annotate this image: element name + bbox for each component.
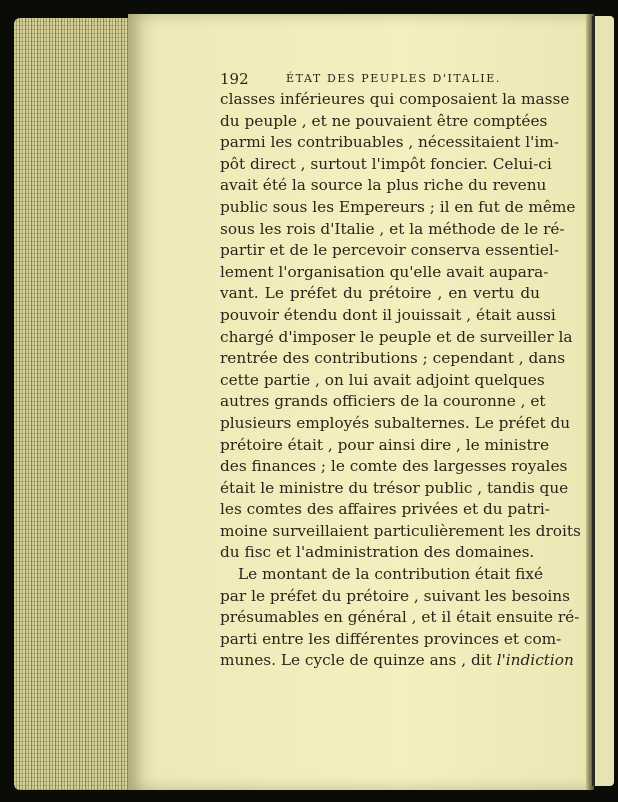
text-line: classes inférieures qui composaient la masse bbox=[220, 90, 570, 108]
book-page-edges bbox=[14, 18, 132, 790]
text-line: partir et de le percevoir conserva essentiel- bbox=[220, 241, 559, 260]
text-line: présumables en général , et il était ensuite ré- bbox=[220, 608, 580, 627]
page-number: 192 bbox=[220, 70, 249, 88]
text-line: parti entre les différentes provinces et com- bbox=[220, 629, 562, 648]
text-line: rentrée des contributions ; cependant , dans bbox=[220, 349, 566, 368]
page-header bbox=[220, 70, 540, 90]
facing-page-edge bbox=[592, 16, 614, 786]
text-line: plusieurs employés subalternes. Le préfet du bbox=[220, 413, 571, 432]
text-line: prétoire était , pour ainsi dire , le ministre bbox=[220, 435, 550, 454]
text-line: vant. Le préfet du prétoire , en vertu du bbox=[220, 284, 540, 303]
text-line-final-roman: munes. Le cycle de quinze ans , dit bbox=[220, 651, 497, 670]
text-line: lement l'organisation qu'elle avait aupara- bbox=[220, 262, 549, 281]
text-line: parmi les contribuables , nécessitaient l'im- bbox=[220, 133, 559, 152]
text-line: pôt direct , surtout l'impôt foncier. Celui-ci bbox=[220, 154, 552, 173]
text-line: par le préfet du prétoire , suivant les besoins bbox=[220, 586, 571, 605]
text-line: autres grands officiers de la couronne , et bbox=[220, 392, 546, 411]
text-line: moine surveillaient particulièrement les droits bbox=[220, 521, 581, 540]
text-line: public sous les Empereurs ; il en fut de même bbox=[220, 197, 576, 216]
text-line: était le ministre du trésor public , tandis que bbox=[220, 478, 569, 497]
text-line: sous les rois d'Italie , et la méthode de le ré- bbox=[220, 219, 565, 238]
text-line: chargé d'imposer le peuple et de surveiller la bbox=[220, 327, 573, 346]
text-line: du peuple , et ne pouvaient être comptées bbox=[220, 111, 548, 130]
text-line: avait été la source la plus riche du revenu bbox=[220, 176, 547, 195]
text-line-final bbox=[220, 650, 574, 672]
body-text bbox=[220, 89, 581, 672]
text-line: pouvoir étendu dont il jouissait , était aussi bbox=[220, 305, 556, 324]
text-line: cette partie , on lui avait adjoint quelques bbox=[220, 370, 545, 389]
text-line: les comtes des affaires privées et du patri- bbox=[220, 500, 550, 519]
running-head: ÉTAT DES PEUPLES D'ITALIE. bbox=[286, 72, 501, 85]
italic-term: l'indiction bbox=[496, 651, 574, 670]
text-line: des finances ; le comte des largesses royales bbox=[220, 457, 568, 476]
paragraph-start-line: Le montant de la contribution était fixé bbox=[238, 565, 544, 584]
text-line: du fisc et l'administration des domaines. bbox=[220, 543, 535, 562]
